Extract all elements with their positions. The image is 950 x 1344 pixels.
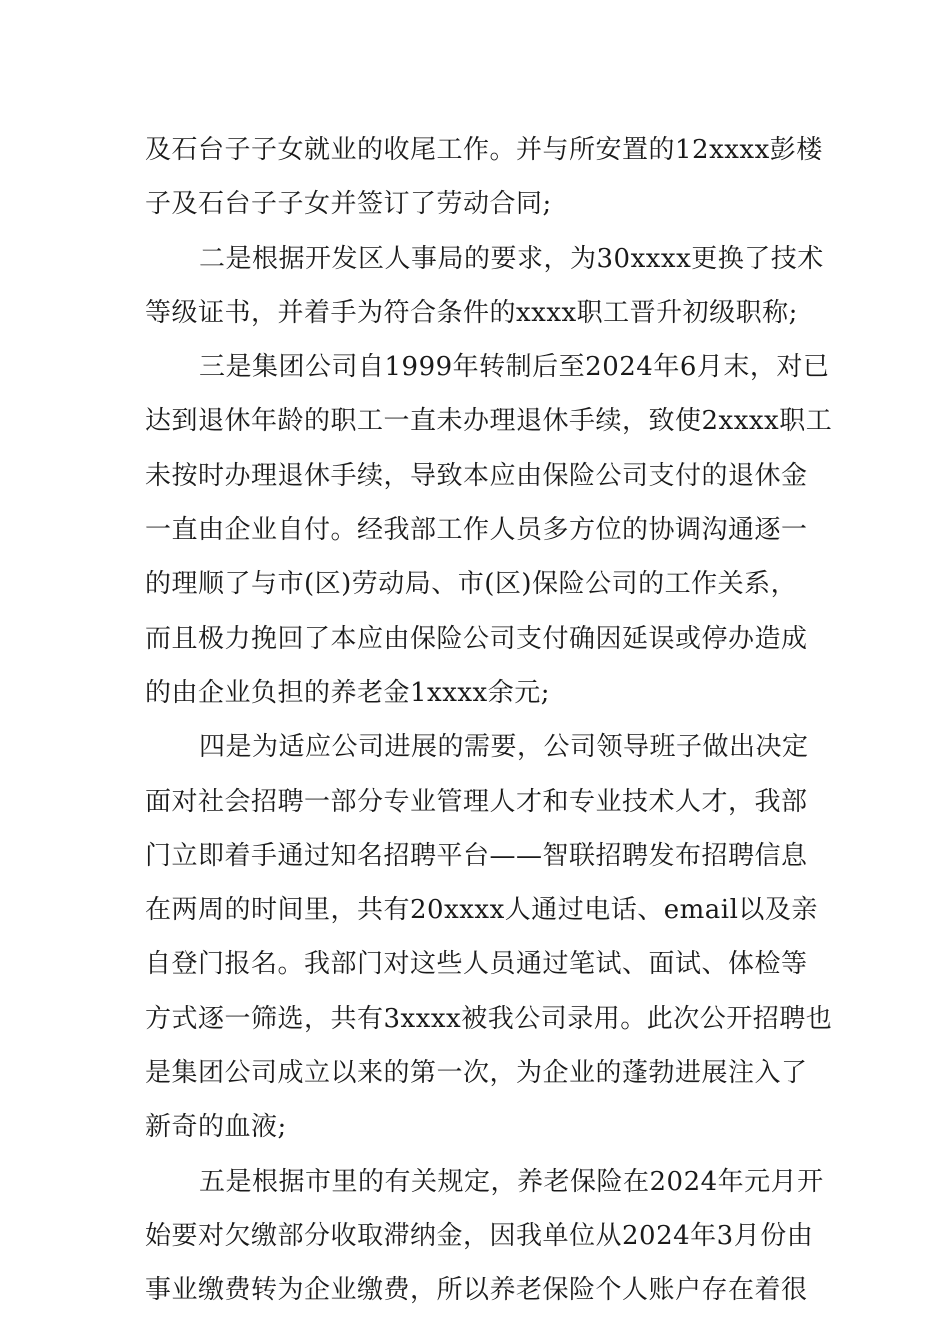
text-line: 而且极力挽回了本应由保险公司支付确因延误或停办造成	[145, 623, 808, 654]
text-line: 的理顺了与市(区)劳动局、市(区)保险公司的工作关系，	[145, 569, 798, 600]
text-line: 在两周的时间里，共有20xxxx人通过电话、email以及亲	[145, 895, 818, 926]
text-line: 面对社会招聘一部分专业管理人才和专业技术人才，我部	[145, 786, 808, 817]
text-line: 未按时办理退休手续，导致本应由保险公司支付的退休金	[145, 460, 808, 491]
text-line: 始要对欠缴部分收取滞纳金，因我单位从2024年3月份由	[145, 1220, 814, 1251]
text-line: 及石台子子女就业的收尾工作。并与所安置的12xxxx彭楼	[145, 135, 823, 165]
text-line: 自登门报名。我部门对这些人员通过笔试、面试、体检等	[145, 949, 808, 980]
text-line: 事业缴费转为企业缴费，所以养老保险个人账户存在着很	[145, 1275, 808, 1306]
text-line: 新奇的血液;	[145, 1112, 287, 1143]
text-line: 达到退休年龄的职工一直未办理退休手续，致使2xxxx职工	[145, 406, 833, 437]
text-line: 门立即着手通过知名招聘平台——智联招聘发布招聘信息	[145, 840, 808, 871]
text-line: 四是为适应公司进展的需要，公司领导班子做出决定	[199, 732, 809, 763]
text-line: 二是根据开发区人事局的要求，为30xxxx更换了技术	[199, 243, 824, 274]
text-line: 等级证书，并着手为符合条件的xxxx职工晋升初级职称;	[145, 297, 798, 328]
text-line: 一直由企业自付。经我部工作人员多方位的协调沟通逐一	[145, 515, 808, 546]
text-line: 三是集团公司自1999年转制后至2024年6月末，对已	[199, 352, 830, 383]
body-text	[145, 123, 833, 1318]
text-line: 五是根据市里的有关规定，养老保险在2024年元月开	[199, 1166, 824, 1197]
text-line: 方式逐一筛选，共有3xxxx被我公司录用。此次公开招聘也	[145, 1003, 833, 1034]
text-line: 子及石台子子女并签订了劳动合同;	[145, 189, 552, 220]
text-line: 的由企业负担的养老金1xxxx余元;	[145, 677, 550, 708]
text-line: 是集团公司成立以来的第一次，为企业的蓬勃进展注入了	[145, 1058, 808, 1089]
